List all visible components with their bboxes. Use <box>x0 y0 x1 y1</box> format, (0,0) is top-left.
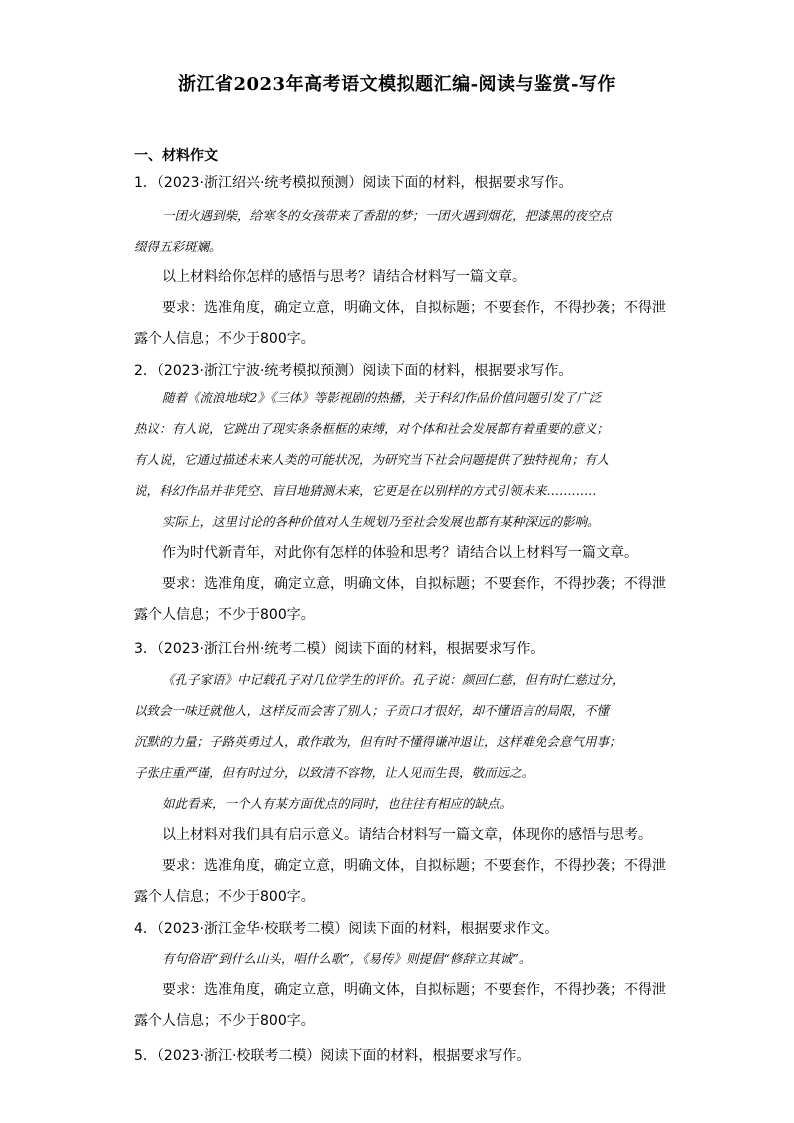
requirement-line: 露个人信息；不少于800字。 <box>134 1013 315 1029</box>
material-line: 实际上，这里讨论的各种价值对人生规划乃至社会发展也都有某种深远的影响。 <box>162 514 600 529</box>
question-2-requirement <box>134 569 664 631</box>
material-line: 子张庄重严谨，但有时过分，以致清不容物，让人见而生畏，敬而远之。 <box>134 765 535 780</box>
requirement-line: 要求：选准角度，确定立意，明确文体，自拟标题；不要套作，不得抄袭；不得泄 <box>162 982 666 998</box>
question-1-requirement <box>134 293 664 355</box>
question-4-material <box>134 943 664 974</box>
requirement-line: 要求：选准角度，确定立意，明确文体，自拟标题；不要套作，不得抄袭；不得泄 <box>162 300 666 316</box>
question-2-prompt <box>134 538 664 569</box>
question-3-prompt <box>134 820 664 851</box>
material-line: 一团火遇到柴，给寒冬的女孩带来了香甜的梦；一团火遇到烟花，把漆黑的夜空点 <box>162 208 613 223</box>
requirement-line: 要求：选准角度，确定立意，明确文体，自拟标题；不要套作，不得抄袭；不得泄 <box>162 858 666 874</box>
question-1-prompt <box>134 262 664 293</box>
material-line: 以致会一味迁就他人，这样反而会害了别人；子贡口才很好，却不懂语言的局限，不懂 <box>134 703 610 718</box>
material-line: 有句俗语“到什么山头，唱什么歌”，《易传》则提倡“修辞立其诚”。 <box>162 951 532 966</box>
material-line: 如此看来，一个人有某方面优点的同时，也往往有相应的缺点。 <box>162 796 513 811</box>
material-line: 随着《流浪地球2》《三体》等影视剧的热播，关于科幻作品价值问题引发了广泛 <box>162 390 602 405</box>
material-line: 《孔子家语》中记载孔子对几位学生的评价。孔子说：颜回仁慈，但有时仁慈过分， <box>162 672 625 687</box>
document-title: 浙江省2023年高考语文模拟题汇编-阅读与鉴赏-写作 <box>177 74 617 95</box>
question-2-header: 2．（2023·浙江宁波·统考模拟预测）阅读下面的材料，根据要求写作。 <box>134 363 573 379</box>
prompt-line: 以上材料对我们具有启示意义。请结合材料写一篇文章，体现你的感悟与思考。 <box>162 827 652 843</box>
material-line: 说，科幻作品并非凭空、盲目地猜测未来，它更是在以别样的方式引领未来………… <box>134 483 597 498</box>
requirement-line: 露个人信息；不少于800字。 <box>134 607 315 623</box>
material-line: 热议：有人说，它跳出了现实条条框框的束缚，对个体和社会发展都有着重要的意义； <box>134 421 610 436</box>
material-line: 有人说，它通过描述未来人类的可能状况，为研究当下社会问题提供了独特视角；有人 <box>134 452 610 467</box>
material-line: 缀得五彩斑斓。 <box>134 239 222 254</box>
requirement-line: 要求：选准角度，确定立意，明确文体，自拟标题；不要套作，不得抄袭；不得泄 <box>162 576 666 592</box>
question-1-material <box>134 200 664 262</box>
section-heading: 一、材料作文 <box>134 148 218 164</box>
question-3-material <box>134 664 664 819</box>
question-3-requirement <box>134 851 664 913</box>
requirement-line: 露个人信息；不少于800字。 <box>134 889 315 905</box>
requirement-line: 露个人信息；不少于800字。 <box>134 331 315 347</box>
question-3-header: 3．（2023·浙江台州·统考二模）阅读下面的材料，根据要求写作。 <box>134 641 545 657</box>
question-4-requirement <box>134 975 664 1037</box>
question-4-header: 4．（2023·浙江金华·校联考二模）阅读下面的材料，根据要求作文。 <box>134 921 559 937</box>
question-5-header: 5．（2023·浙江·校联考二模）阅读下面的材料，根据要求写作。 <box>134 1048 531 1064</box>
prompt-line: 以上材料给你怎样的感悟与思考？请结合材料写一篇文章。 <box>162 269 526 285</box>
question-1-header: 1．（2023·浙江绍兴·统考模拟预测）阅读下面的材料，根据要求写作。 <box>134 175 573 191</box>
material-line: 沉默的力量；子路英勇过人，敢作敢为，但有时不懂得谦冲退让，这样难免会意气用事； <box>134 734 622 749</box>
prompt-line: 作为时代新青年，对此你有怎样的体验和思考？请结合以上材料写一篇文章。 <box>162 545 638 561</box>
question-2-material <box>134 382 664 537</box>
